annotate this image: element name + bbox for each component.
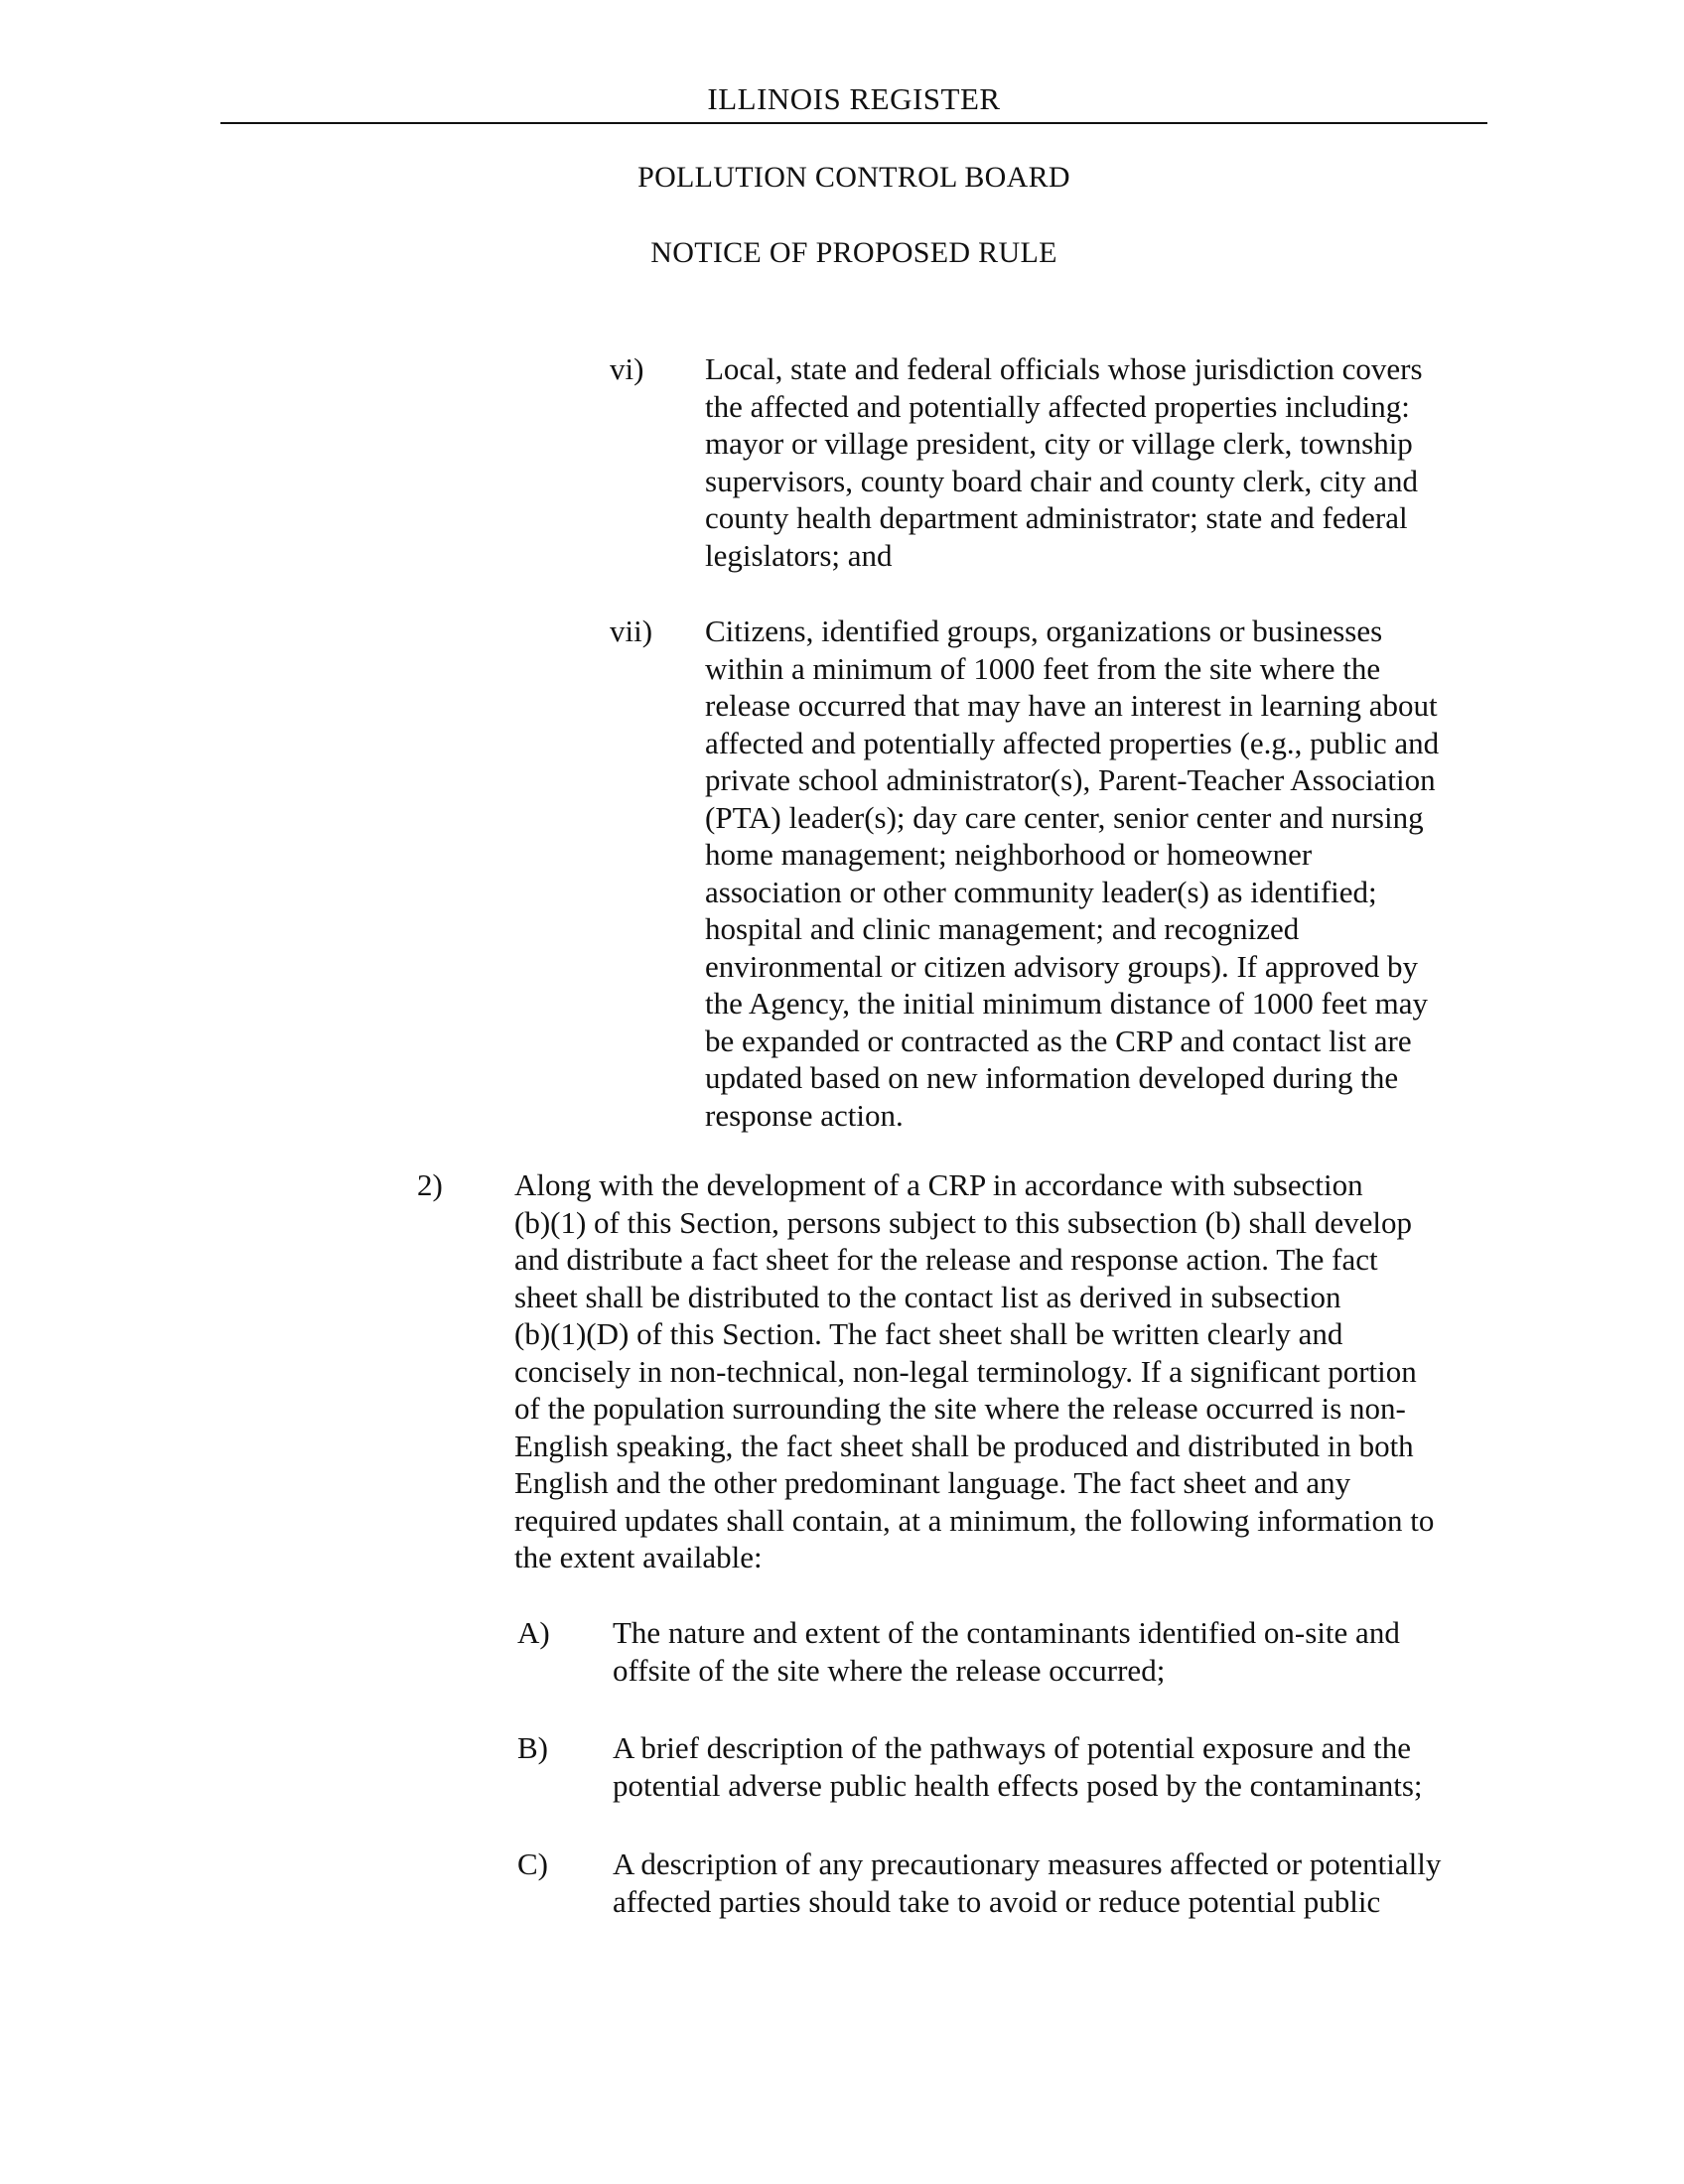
item-label: B) [517,1730,548,1765]
item-text: A brief description of the pathways of potential exposure and the potential adverse public health effects posed by the contaminants; [613,1730,1423,1803]
item-text: Citizens, identified groups, organizations or businesses within a minimum of 1000 feet from the site where the release occurred that may have an interest in learning about affected and potentially affected properties (e.g., public and private school administrator(s), Parent-Teacher Association (PTA) leader(s); day care center, senior center and nursing home management; neighborhood or homeowner association or other community leader(s) as identified; hospital and clinic management; and recognized environmental or citizen advisory groups). If approved by the Agency, the initial minimum distance of 1000 feet may be expanded or contracted as the CRP and contact list are updated based on new information developed during the response action. [705,614,1440,1133]
item-text: Local, state and federal officials whose jurisdiction covers the affected and potentially affected properties including: mayor or village president, city or village clerk, township supervisors, county board chair and county clerk, city and county health department administrator; state and federal legislators; and [705,351,1423,573]
paragraph-label: 2) [417,1167,443,1202]
register-title: ILLINOIS REGISTER [707,81,1001,116]
item-label: A) [517,1615,550,1650]
notice-title: NOTICE OF PROPOSED RULE [650,236,1057,269]
item-label: vi) [610,351,644,386]
paragraph-text: Along with the development of a CRP in accordance with subsection (b)(1) of this Section, persons subject to this subsection (b) shall develop and distribute a fact sheet for the release and response action. The fact sheet shall be distributed to the contact list as derived in subsection (b)(1)(D) of this Section. The fact sheet shall be written clearly and concisely in non-technical, non-legal terminology. If a significant portion of the population surrounding the site where the release occurred is non- English speaking, the fact sheet shall be produced and distributed in both English and the other predominant language. The fact sheet and any required updates shall contain, at a minimum, the following information to the extent available: [514,1167,1435,1574]
item-text: A description of any precautionary measures affected or potentially affected parties should take to avoid or reduce potential public [613,1846,1442,1919]
item-label: C) [517,1846,548,1881]
item-text: The nature and extent of the contaminants identified on-site and offsite of the site where the release occurred; [613,1615,1400,1688]
header-divider [220,122,1487,124]
board-name: POLLUTION CONTROL BOARD [637,161,1070,194]
item-label: vii) [610,614,653,648]
